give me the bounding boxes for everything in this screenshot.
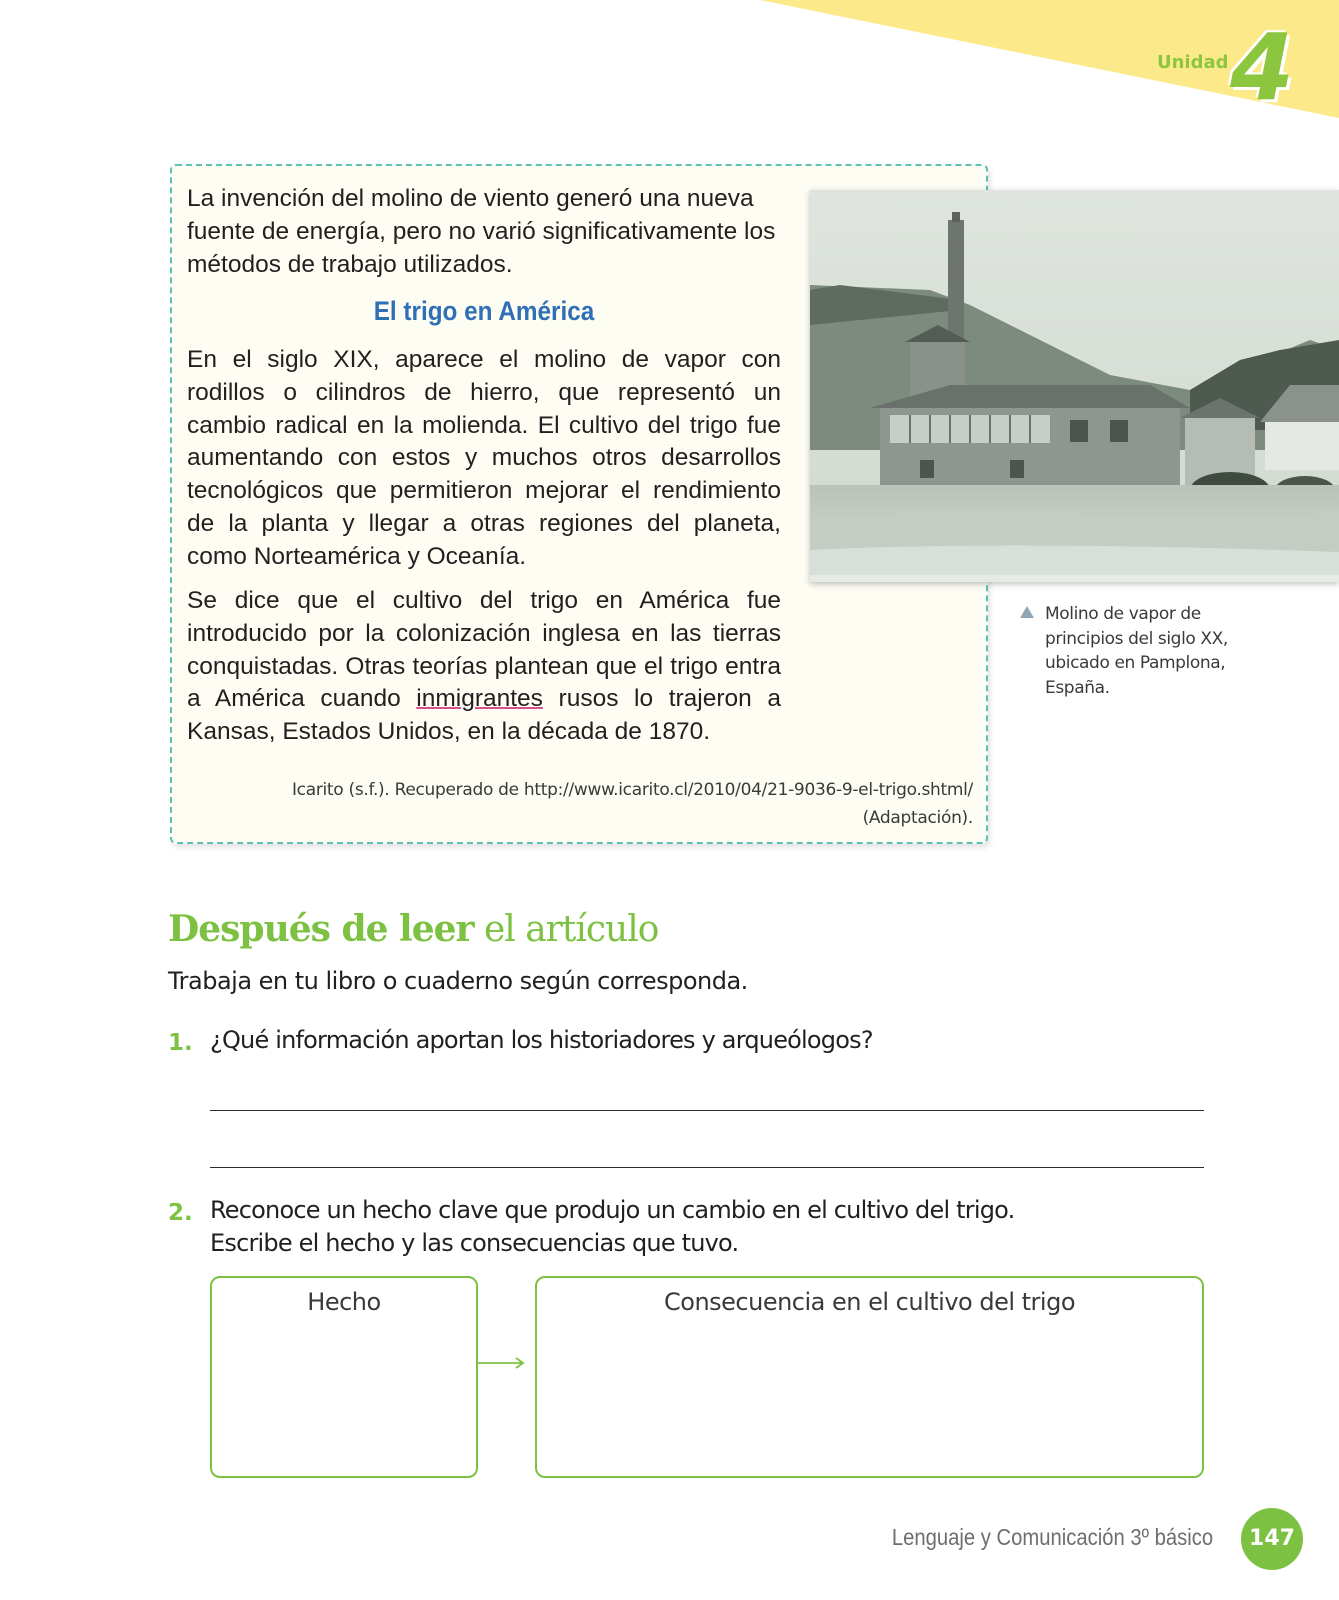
caption-triangle-icon (1020, 606, 1034, 618)
section-title: El trigo en América (373, 296, 595, 326)
underlined-word: inmigrantes (416, 685, 543, 713)
paragraph-text-start: Se dice que el cultivo del trigo en América fue introducido por la colonización inglesa en las tierras conquistadas. Otras teorías plantean que el trigo entra a América cuando (187, 587, 781, 713)
photo-caption: Molino de vapor de principios del siglo XX, ubicado en Pamplona, España. (1045, 604, 1228, 698)
heading-bold-part: Después de leer (168, 908, 474, 950)
question-2-line-2: Escribe el hecho y las consecuencias que tuvo. (210, 1229, 739, 1257)
footer-subject: Lenguaje y Comunicación 3º básico (891, 1524, 1213, 1550)
source-citation (240, 776, 973, 832)
instruction-text: Trabaja en tu libro o cuaderno según corresponda. (168, 967, 748, 995)
unit-label: Unidad (1157, 52, 1229, 73)
arrow-right-icon (478, 1356, 526, 1370)
answer-line-2[interactable] (210, 1167, 1204, 1168)
question-2-line-1: Reconoce un hecho clave que produjo un cambio en el cultivo del trigo. (210, 1196, 1015, 1224)
question-2-number: 2. (168, 1200, 193, 1226)
question-1-text: ¿Qué información aportan los historiadores y arqueólogos? (210, 1026, 873, 1054)
intro-paragraph: La invención del molino de viento generó una nueva fuente de energía, pero no varió significativamente los métodos de trabajo utilizados. (187, 185, 776, 278)
steam-mill-photo (810, 190, 1339, 582)
unit-number: 4 (1230, 14, 1295, 121)
fact-box[interactable] (210, 1276, 478, 1478)
paragraph-steam-mill: En el siglo XIX, aparece el molino de vapor con rodillos o cilindros de hierro, que representó un cambio radical en la molienda. El cultivo del trigo fue aumentando con estos y muchos otros desarrollos tecnológicos que permitieron mejorar el rendimiento de la planta y llegar a otras regiones del planeta, como Norteamérica y Oceanía. (187, 346, 781, 570)
answer-line-1[interactable] (210, 1110, 1204, 1111)
consequence-box-title: Consecuencia en el cultivo del trigo (664, 1288, 1075, 1316)
source-line-1: Icarito (s.f.). Recuperado de http://www.icarito.cl/2010/04/21-9036-9-el-trigo.shtml/ (291, 780, 973, 800)
consequence-box[interactable] (535, 1276, 1204, 1478)
after-reading-heading (168, 908, 658, 950)
page-number-badge: 147 (1241, 1508, 1303, 1570)
unit-header-band (0, 0, 1339, 130)
paragraph-text-end: rusos lo trajeron a Kansas, Estados Unidos, en la década de 1870. (187, 685, 781, 746)
fact-box-title: Hecho (307, 1288, 381, 1316)
source-line-2: (Adaptación). (862, 808, 973, 828)
paragraph-wheat-america (187, 585, 781, 749)
heading-light-part: el artículo (473, 909, 659, 950)
question-1-number: 1. (168, 1030, 193, 1056)
